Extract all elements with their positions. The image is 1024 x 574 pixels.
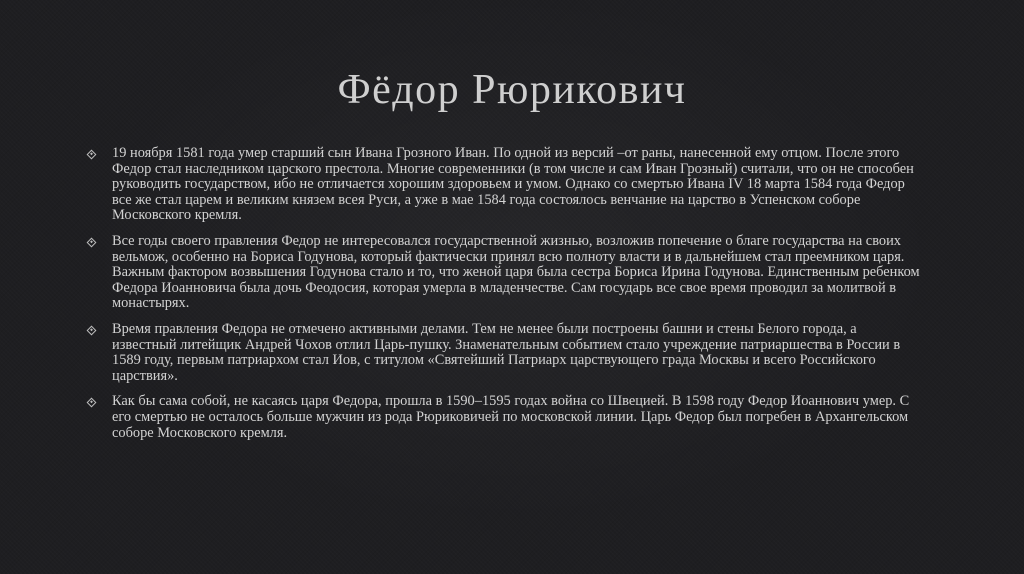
diamond-bullet-icon — [87, 150, 97, 160]
bullet-item — [88, 394, 924, 441]
bullet-list — [88, 146, 924, 451]
bullet-item — [88, 322, 924, 384]
slide-title: Фёдор Рюрикович — [337, 67, 687, 113]
bullet-text: Как бы сама собой, не касаясь царя Федора, прошла в 1590–1595 годах война со Швецией. В 1598 году Федор Иоаннович умер. С его смертью не осталось больше мужчин из рода Рюриковичей по московской линии. Царь Федор был погребен в Архангельском соборе Московского кремля. — [112, 393, 910, 441]
bullet-text: Все годы своего правления Федор не интересовался государственной жизнью, возложив попечение о благе государства на своих вельмож, особенно на Бориса Годунова, который фактически принял всю полноту власти и в дальнейшем стал преемником царя. Важным фактором возвышения Годунова стало и то, что женой царя была сестра Бориса Ирина Годунова. Единственным ребенком Федора Иоанновича была дочь Феодосия, которая умерла в младенчестве. Сам государь все свое время проводил за молитвой в монастырях. — [112, 232, 920, 312]
bullet-text: Время правления Федора не отмечено активными делами. Тем не менее были построены башни и стены Белого города, а известный литейщик Андрей Чохов отлил Царь-пушку. Знаменательным событием стало учреждение патриаршества в России в 1589 году, первым патриархом стал Иов, с титулом «Святейший Патриарх царствующего града Москвы и всего Российского царствия». — [112, 320, 901, 384]
diamond-bullet-icon — [87, 398, 97, 408]
bullet-item — [88, 234, 924, 312]
diamond-bullet-icon — [87, 325, 97, 335]
diamond-bullet-icon — [87, 238, 97, 248]
bullet-text: 19 ноября 1581 года умер старший сын Ивана Грозного Иван. По одной из версий –от раны, нанесенной ему отцом. После этого Федор стал наследником царского престола. Многие современники (в том числе и сам Иван Грозный) считали, что он не способен руководить государством, ибо не отличается хорошим здоровьем и умом. Однако со смертью Ивана IV 18 марта 1584 года Федор все же стал царем и великим князем всея Руси, а уже в мае 1584 года состоялось венчание на царство в Успенском соборе Московского кремля. — [112, 145, 914, 224]
bullet-item — [88, 146, 924, 224]
